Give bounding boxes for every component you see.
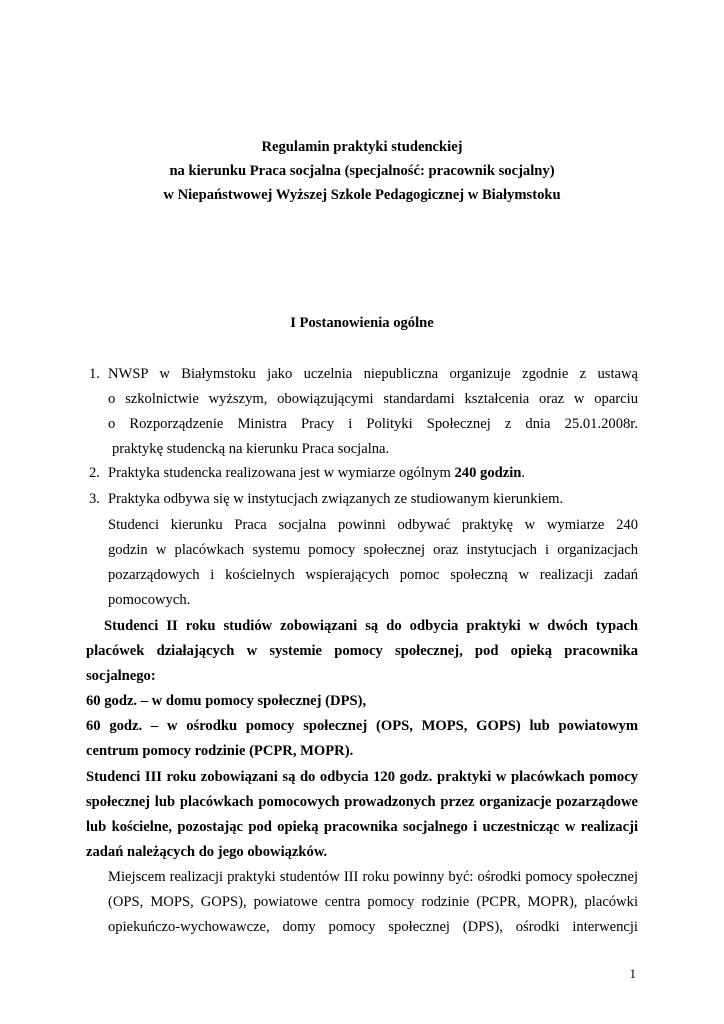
item-3-line-5: pomocowych. <box>108 592 191 608</box>
bold-para-1-line-1: Studenci II roku studiów zobowiązani są do odbycia praktyki w dwóch typach <box>104 618 638 634</box>
bold-para-4-line-4: zadań należących do jego obowiązków. <box>86 844 328 860</box>
item-3-line-3: godzin w placówkach systemu pomocy społecznej oraz instytucjach i organizacjach <box>108 542 638 558</box>
list-number-2: 2. <box>89 465 100 481</box>
document-title-line-3: w Niepaństwowej Wyższej Szkole Pedagogicznej w Białymstoku <box>163 187 561 203</box>
item-3-line-4: pozarządowych i kościelnych wspierających pomoc społeczną w realizacji zadań <box>108 567 638 583</box>
item-2-line <box>108 464 525 482</box>
bold-para-4-line-3: lub kościelne, pozostając pod opieką pracownika socjalnego i uczestnicząc w realizacji <box>86 819 638 835</box>
item-1-line-1: NWSP w Białymstoku jako uczelnia niepubliczna organizuje zgodnie z ustawą <box>108 366 638 382</box>
bold-para-3-line-2: centrum pomocy rodzinie (PCPR, MOPR). <box>86 743 354 759</box>
bold-para-3-line-1: 60 godz. – w ośrodku pomocy społecznej (OPS, MOPS, GOPS) lub powiatowym <box>86 718 638 734</box>
section-heading: I Postanowienia ogólne <box>290 315 434 331</box>
document-title-line-1: Regulamin praktyki studenckiej <box>261 139 463 155</box>
para-5-line-1: Miejscem realizacji praktyki studentów III roku powinny być: ośrodki pomocy społecznej <box>108 869 638 885</box>
list-number-1: 1. <box>89 366 100 382</box>
bold-para-2-line-1: 60 godz. – w domu pomocy społecznej (DPS), <box>86 693 367 709</box>
item-2-text: Praktyka studencka realizowana jest w wymiarze ogólnym <box>108 465 455 481</box>
para-5-line-2: (OPS, MOPS, GOPS), powiatowe centra pomocy rodzinie (PCPR, MOPR), placówki <box>108 894 638 910</box>
item-2-hours: 240 godzin <box>454 465 522 481</box>
item-2-end: . <box>521 465 526 481</box>
bold-para-4-line-1: Studenci III roku zobowiązani są do odbycia 120 godz. praktyki w placówkach pomocy <box>86 769 638 785</box>
bold-para-1-line-3: socjalnego: <box>86 668 156 684</box>
item-1-line-3: o Rozporządzenie Ministra Pracy i Polityki Społecznej z dnia 25.01.2008r. <box>108 416 638 432</box>
document-title-line-2: na kierunku Praca socjalna (specjalność: pracownik socjalny) <box>169 163 555 179</box>
item-1-line-2: o szkolnictwie wyższym, obowiązującymi standardami kształcenia oraz w oparciu <box>108 391 638 407</box>
para-5-line-3: opiekuńczo-wychowawcze, domy pomocy społecznej (DPS), ośrodki interwencji <box>108 919 638 935</box>
item-3-line-2: Studenci kierunku Praca socjalna powinni odbywać praktykę w wymiarze 240 <box>108 517 638 533</box>
item-1-line-4: praktykę studencką na kierunku Praca socjalna. <box>112 441 390 457</box>
bold-para-1-line-2: placówek działających w systemie pomocy społecznej, pod opieką pracownika <box>86 643 638 659</box>
list-number-3: 3. <box>89 491 100 507</box>
item-3-line-1: Praktyka odbywa się w instytucjach związanych ze studiowanym kierunkiem. <box>108 491 564 507</box>
page-number: 1 <box>629 966 636 981</box>
bold-para-4-line-2: społecznej lub placówkach pomocowych prowadzonych przez organizacje pozarządowe <box>86 794 638 810</box>
